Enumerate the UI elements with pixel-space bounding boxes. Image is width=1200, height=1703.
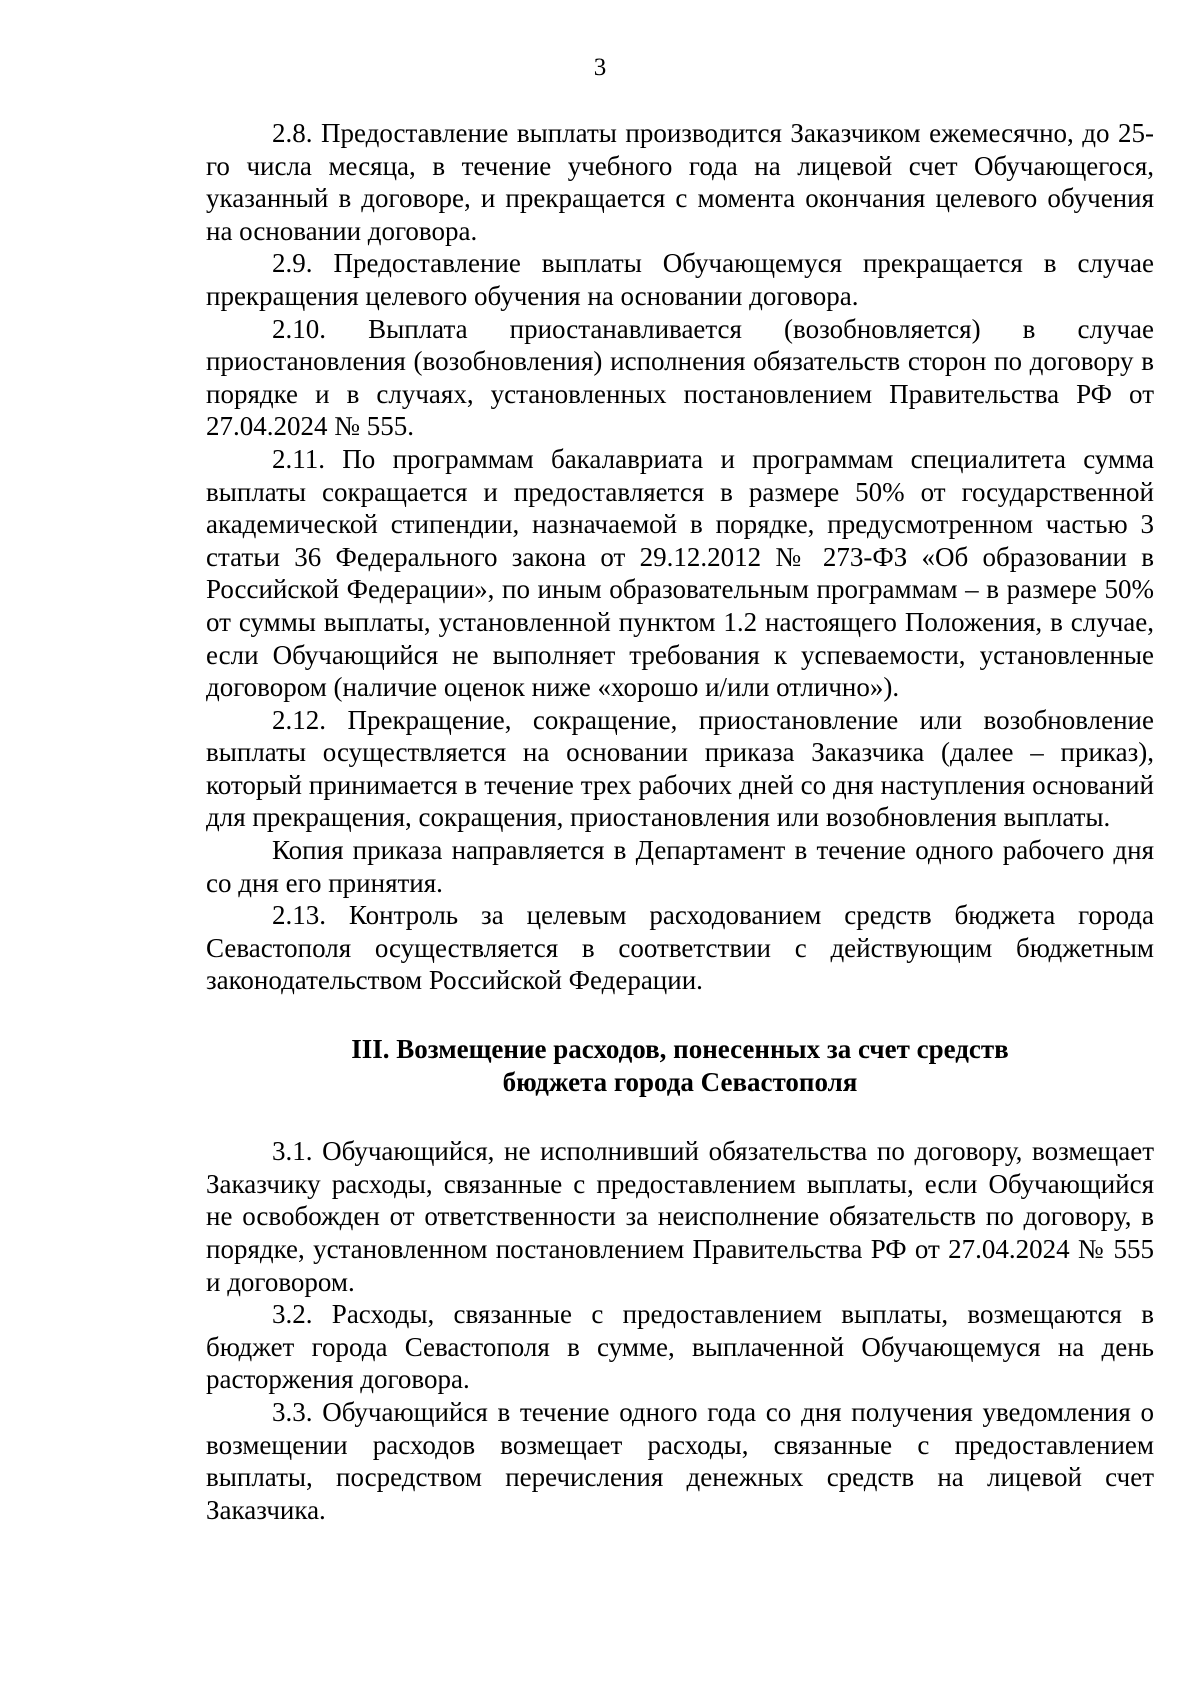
- paragraph-2-13: 2.13. Контроль за целевым расходованием средств бюджета города Севастополя осуществляется в соответствии с действующим бюджетным законодательством Российской Федерации.: [206, 900, 1154, 996]
- paragraph-2-12: 2.12. Прекращение, сокращение, приостановление или возобновление выплаты осуществляется на основании приказа Заказчика (далее – приказ), который принимается в течение трех рабочих дней со дня наступления оснований для прекращения, сокращения, приостановления или возобновления выплаты.: [206, 704, 1154, 833]
- paragraph-2-12-copy: Копия приказа направляется в Департамент в течение одного рабочего дня со дня его принятия.: [206, 835, 1154, 898]
- paragraph-3-1: 3.1. Обучающийся, не исполнивший обязательства по договору, возмещает Заказчику расходы, связанные с предоставлением выплаты, если Обучающийся не освобожден от ответственности за неисполнение обязательств по договору, в порядке, установленном постановлением Правительства РФ от 27.04.2024 № 555 и договором.: [206, 1136, 1154, 1297]
- paragraph-2-8: 2.8. Предоставление выплаты производится Заказчиком ежемесячно, до 25-го числа месяца, в течение учебного года на лицевой счет Обучающегося, указанный в договоре, и прекращается с момента окончания целевого обучения на основании договора.: [206, 118, 1154, 246]
- paragraph-2-11: 2.11. По программам бакалавриата и программам специалитета сумма выплаты сокращается и предоставляется в размере 50% от государственной академической стипендии, назначаемой в порядке, предусмотренном частью 3 статьи 36 Федерального закона от 29.12.2012 № 273-ФЗ «Об образовании в Российской Федерации», по иным образовательным программам – в размере 50% от суммы выплаты, установленной пунктом 1.2 настоящего Положения, в случае, если Обучающийся не выполняет требования к успеваемости, установленные договором (наличие оценок ниже «хорошо и/или отлично»).: [206, 443, 1154, 703]
- paragraph-3-3: 3.3. Обучающийся в течение одного года со дня получения уведомления о возмещении расходов возмещает расходы, связанные с предоставлением выплаты, посредством перечисления денежных средств на лицевой счет Заказчика.: [206, 1396, 1154, 1525]
- section-3-heading-line-2: бюджета города Севастополя: [502, 1066, 858, 1097]
- section-3-heading-line-1: III. Возмещение расходов, понесенных за счет средств: [351, 1034, 1009, 1065]
- document-body: [206, 117, 1154, 1526]
- paragraph-2-10: 2.10. Выплата приостанавливается (возобновляется) в случае приостановления (возобновления) исполнения обязательств сторон по договору в порядке и в случаях, установленных постановлением Правительства РФ от 27.04.2024 № 555.: [206, 313, 1154, 442]
- paragraph-3-2: 3.2. Расходы, связанные с предоставлением выплаты, возмещаются в бюджет города Севастополя в сумме, выплаченной Обучающемуся на день расторжения договора.: [206, 1299, 1154, 1395]
- section-3-heading: [206, 1033, 1154, 1098]
- paragraph-2-9: 2.9. Предоставление выплаты Обучающемуся прекращается в случае прекращения целевого обучения на основании договора.: [206, 248, 1154, 311]
- page-number: 3: [593, 54, 607, 81]
